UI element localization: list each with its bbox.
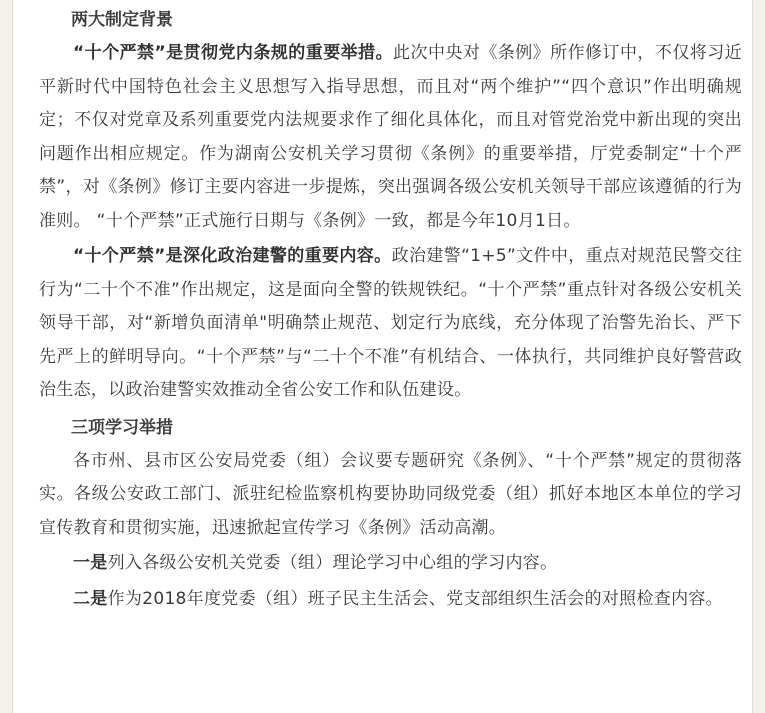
article-content — [13, 4, 752, 616]
paragraph-lead: “十个严禁”是深化政治建警的重要内容。 — [73, 246, 392, 266]
paragraph-party-rules — [39, 37, 742, 238]
paragraph-political-police — [39, 240, 742, 408]
paragraph-measure-two — [39, 583, 742, 617]
paragraph-lead: “十个严禁”是贯彻党内条规的重要举措。 — [73, 43, 394, 63]
article-page — [12, 0, 753, 713]
paragraph-text: 此次中央对《条例》所作修订中，不仅将习近平新时代中国特色社会主义思想写入指导思想，而且对“两个维护”“四个意识”作出明确规定；不仅对党章及系列重要党内法规要求作了细化具体化，而且对管党治党中新出现的突出问题作出相应规定。作为湖南公安机关学习贯彻《条例》的重要举措，厅党委制定“十个严禁”，对《条例》修订主要内容进一步提炼，突出强调各级公安机关领导干部应该遵循的行为准则。 “十个严禁”正式施行日期与《条例》一致，都是今年10月1日。 — [39, 43, 743, 231]
paragraph-text: 各市州、县市区公安局党委（组）会议要专题研究《条例》、“十个严禁”规定的贯彻落实。各级公安政工部门、派驻纪检监察机构要协助同级党委（组）抓好本地区本单位的学习宣传教育和贯彻实施，迅速掀起宣传学习《条例》活动高潮。 — [39, 450, 742, 538]
paragraph-lead: 二是 — [73, 588, 108, 609]
paragraph-measure-one — [39, 547, 742, 581]
paragraph-text: 列入各级公安机关党委（组）理论学习中心组的学习内容。 — [107, 553, 558, 573]
section-heading-measures: 三项学习举措 — [71, 417, 173, 438]
paragraph-text: 政治建警“1+5”文件中，重点对规范民警交往行为“二十个不准”作出规定，这是面向全警的铁规铁纪。“十个严禁”重点针对各级公安机关领导干部，对“新增负面清单"明确禁止规范、划定行为底线，充分体现了治警先治长、严下先严上的鲜明导向。“十个严禁”与“二十个不准”有机结合、一体执行，共同维护良好警营政治生态，以政治建警实效推动全省公安工作和队伍建设。 — [39, 246, 743, 400]
section-heading-background: 两大制定背景 — [71, 10, 173, 30]
paragraph-lead: 一是 — [73, 553, 108, 573]
paragraph-text: 作为2018年度党委（组）班子民主生活会、党支部组织生活会的对照检查内容。 — [107, 588, 723, 609]
paragraph-implementation — [39, 445, 742, 546]
